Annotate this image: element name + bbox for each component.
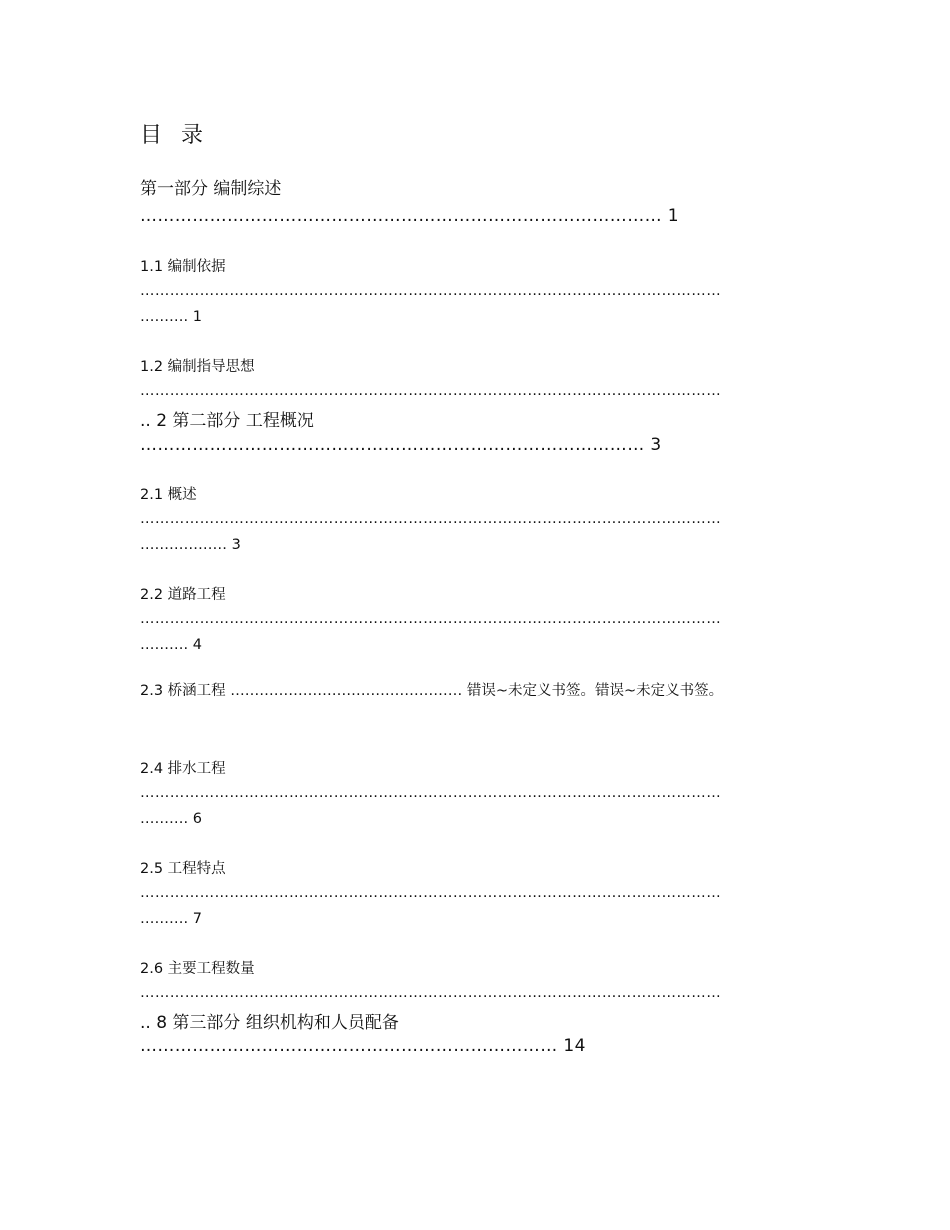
toc-entry-2-1-label[interactable]: 2.1 概述 [140, 487, 197, 503]
toc-entry-part2-label[interactable]: .. 2 第二部分 工程概况 [140, 411, 314, 431]
toc-entry-part1-leader: ……………………………………………………………………………… 1 [140, 206, 680, 226]
toc-title: 目 录 [140, 123, 209, 148]
toc-entry-2-5-label[interactable]: 2.5 工程特点 [140, 861, 226, 877]
toc-entry-1-1-label[interactable]: 1.1 编制依据 [140, 259, 226, 275]
toc-entry-2-4-leader: ……………………………………………………………………………………………………… [140, 785, 722, 801]
toc-entry-part3-leader: ……………………………………………………………… 14 [140, 1036, 586, 1056]
toc-entry-part1-label[interactable]: 第一部分 编制综述 [140, 179, 282, 199]
toc-entry-2-2-page: ………. 4 [140, 637, 202, 653]
toc-entry-2-2-leader: ……………………………………………………………………………………………………… [140, 611, 722, 627]
toc-entry-2-6-leader: ……………………………………………………………………………………………………… [140, 985, 722, 1001]
toc-entry-2-1-leader: ……………………………………………………………………………………………………… [140, 511, 722, 527]
toc-entry-1-2-label[interactable]: 1.2 编制指导思想 [140, 359, 255, 375]
toc-entry-2-5-leader: ……………………………………………………………………………………………………… [140, 885, 722, 901]
toc-entry-part2-leader: …………………………………………………………………………… 3 [140, 435, 662, 455]
toc-entry-part3-label[interactable]: .. 8 第三部分 组织机构和人员配备 [140, 1013, 399, 1033]
toc-entry-2-4-page: ………. 6 [140, 811, 202, 827]
toc-entry-2-5-page: ………. 7 [140, 911, 202, 927]
toc-entry-2-6-label[interactable]: 2.6 主要工程数量 [140, 961, 255, 977]
toc-entry-1-1-page: ………. 1 [140, 309, 202, 325]
toc-entry-2-1-page: ……………… 3 [140, 537, 241, 553]
toc-entry-2-2-label[interactable]: 2.2 道路工程 [140, 587, 226, 603]
toc-entry-2-3[interactable]: 2.3 桥涵工程 ………………………………………… 错误~未定义书签。错误~未定义书签。 [140, 683, 724, 699]
toc-entry-1-2-leader: ……………………………………………………………………………………………………… [140, 383, 722, 399]
toc-entry-2-4-label[interactable]: 2.4 排水工程 [140, 761, 226, 777]
toc-entry-1-1-leader: ……………………………………………………………………………………………………… [140, 283, 722, 299]
